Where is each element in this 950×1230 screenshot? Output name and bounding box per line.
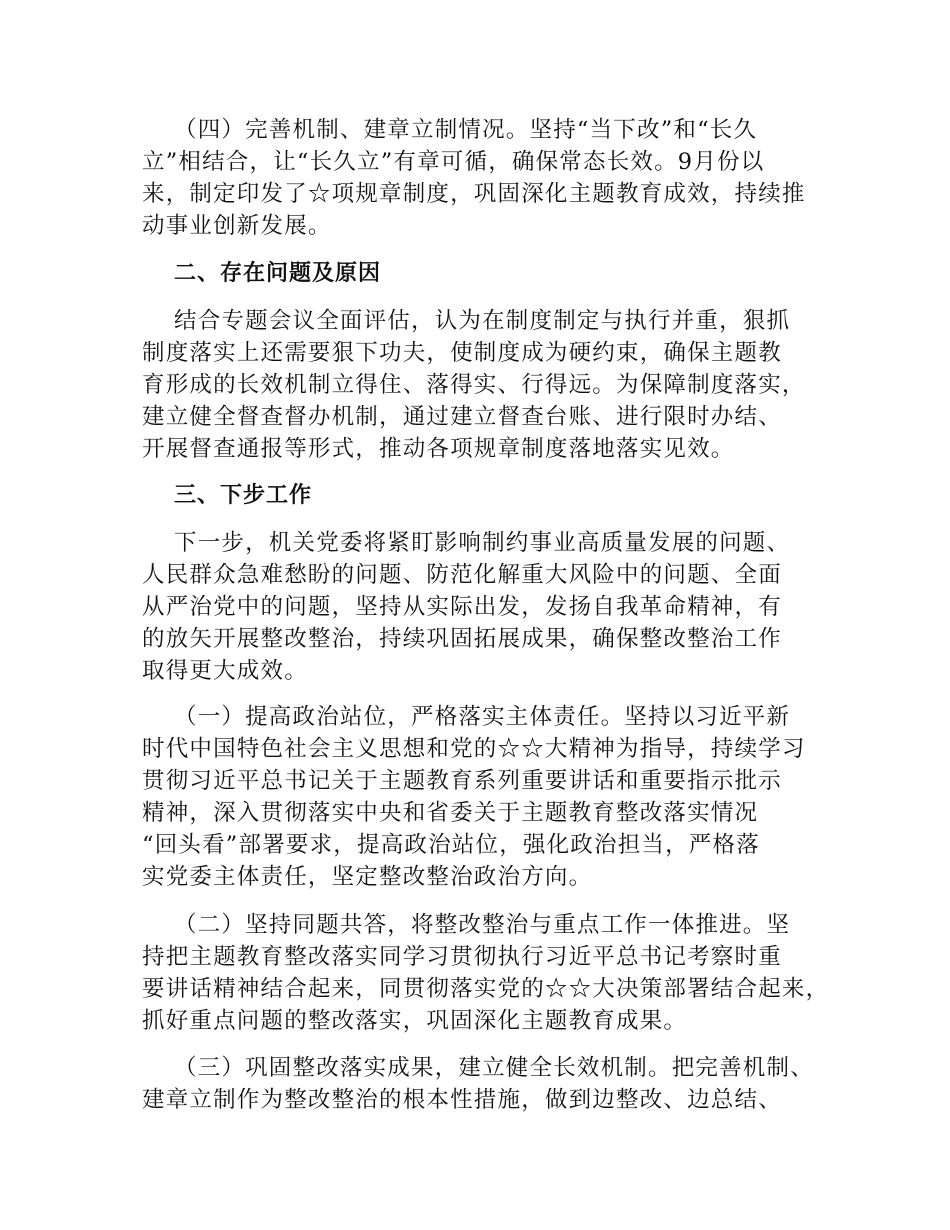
text-line: 实党委主体责任，坚定整改整治政治方向。 xyxy=(142,864,593,890)
text-line: 要讲话精神结合起来，同贯彻落实党的☆☆大决策部署结合起来， xyxy=(142,976,830,1002)
text-line: 人民群众急难愁盼的问题、防范化解重大风险中的问题、全面 xyxy=(142,562,782,588)
text-line: 建立健全督查督办机制，通过建立督查台账、进行限时办结、 xyxy=(142,404,782,430)
text-line: 抓好重点问题的整改落实，巩固深化主题教育成果。 xyxy=(142,1008,688,1034)
section-heading-problems: 二、存在问题及原因 xyxy=(174,261,382,286)
paragraph-item-two xyxy=(142,909,830,1037)
text-line: （三）巩固整改落实成果，建立健全长效机制。把完善机制、 xyxy=(174,1055,814,1081)
paragraph-item-one xyxy=(142,701,822,893)
text-line: 立”相结合，让“长久立”有章可循，确保常态长效。9月份以 xyxy=(142,149,765,175)
section-heading-next-steps: 三、下步工作 xyxy=(174,483,313,508)
text-line: （一）提高政治站位，严格落实主体责任。坚持以习近平新 xyxy=(174,704,791,730)
text-line: 的放矢开展整改整治，持续巩固拓展成果，确保整改整治工作 xyxy=(142,626,782,652)
text-line: 下一步，机关党委将紧盯影响制约事业高质量发展的问题、 xyxy=(174,530,791,556)
paragraph-problems xyxy=(142,305,822,465)
text-line: 结合专题会议全面评估，认为在制度制定与执行并重，狠抓 xyxy=(174,308,791,334)
paragraph-mechanism-building xyxy=(142,114,822,242)
text-line: 贯彻习近平总书记关于主题教育系列重要讲话和重要指示批示 xyxy=(142,768,782,794)
text-line: “回头看”部署要求，提高政治站位，强化政治担当，严格落 xyxy=(142,832,760,858)
text-line: 育形成的长效机制立得住、落得实、行得远。为保障制度落实， xyxy=(142,372,806,398)
text-line: 时代中国特色社会主义思想和党的☆☆大精神为指导，持续学习 xyxy=(142,736,806,762)
text-line: （二）坚持同题共答，将整改整治与重点工作一体推进。坚 xyxy=(174,912,791,938)
text-line: 建章立制作为整改整治的根本性措施，做到边整改、边总结、 xyxy=(142,1087,782,1113)
paragraph-item-three xyxy=(142,1052,822,1116)
text-line: 来，制定印发了☆项规章制度，巩固深化主题教育成效，持续推 xyxy=(142,181,806,207)
text-line: （四）完善机制、建章立制情况。坚持“当下改”和“长久 xyxy=(174,117,758,143)
text-line: 精神，深入贯彻落实中央和省委关于主题教育整改落实情况 xyxy=(142,800,759,826)
text-line: 开展督查通报等形式，推动各项规章制度落地落实见效。 xyxy=(142,436,735,462)
paragraph-next-steps xyxy=(142,527,822,687)
text-line: 制度落实上还需要狠下功夫，使制度成为硬约束，确保主题教 xyxy=(142,340,782,366)
text-line: 取得更大成效。 xyxy=(142,658,308,684)
text-line: 动事业创新发展。 xyxy=(142,213,332,239)
text-line: 从严治党中的问题，坚持从实际出发，发扬自我革命精神，有 xyxy=(142,594,782,620)
text-line: 持把主题教育整改落实同学习贯彻执行习近平总书记考察时重 xyxy=(142,944,782,970)
